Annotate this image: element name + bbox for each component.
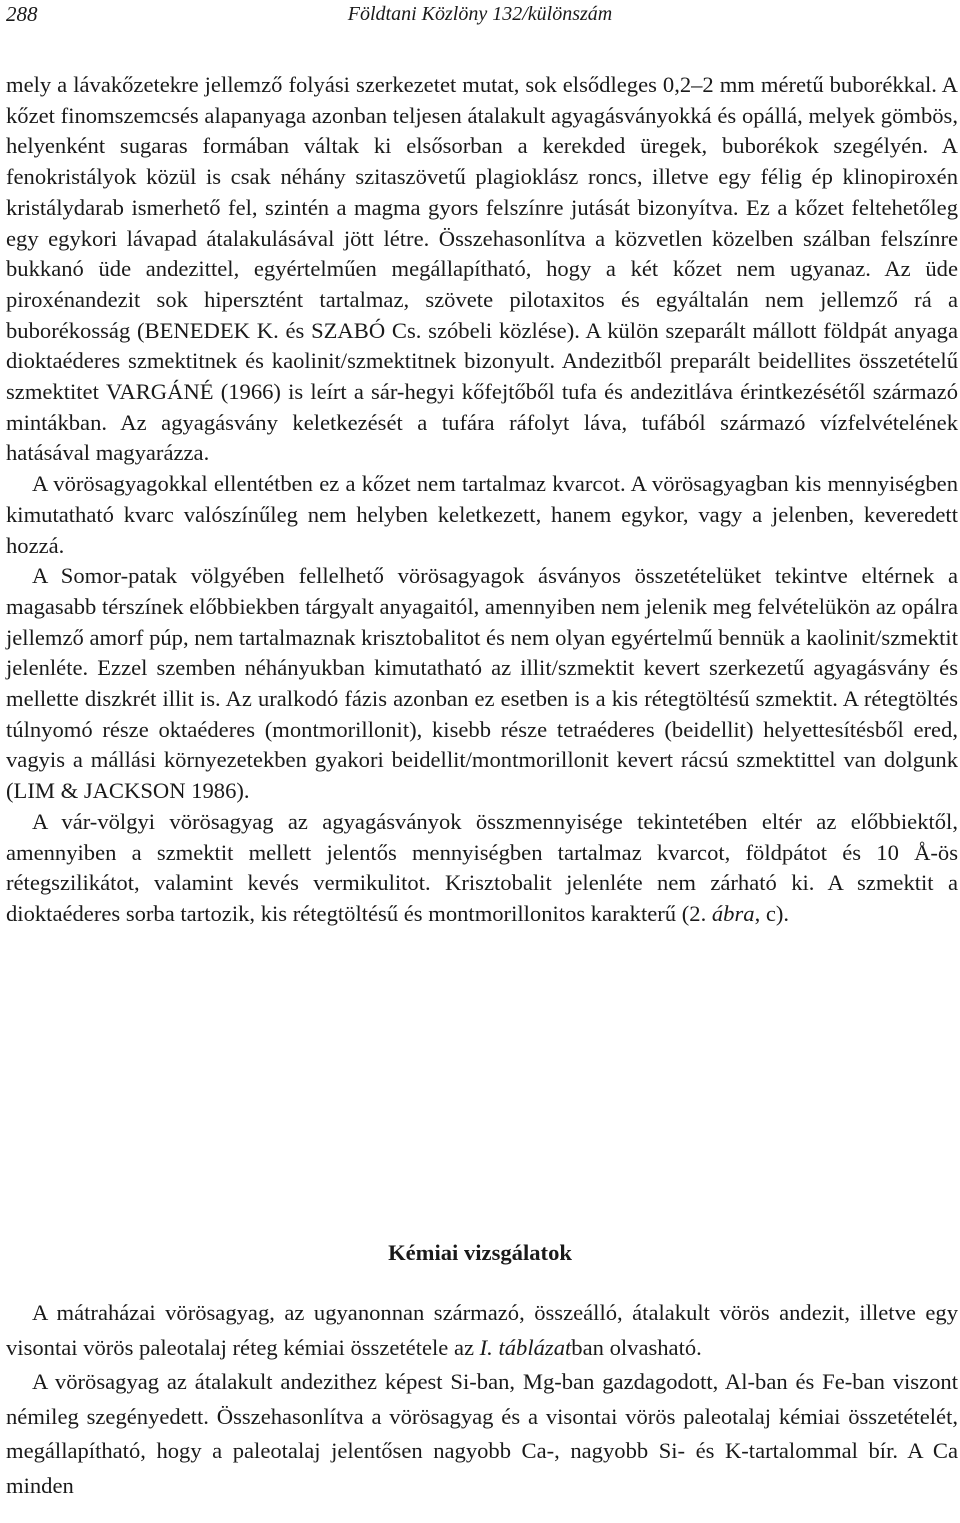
paragraph-2 <box>6 469 958 561</box>
paragraph-4 <box>6 807 958 930</box>
section-heading: Kémiai vizsgálatok <box>388 1240 572 1265</box>
text-run: A vörösagyag az átalakult andezithez képest Si-ban, Mg-ban gazdagodott, Al-ban és Fe-ban viszont némileg szegényedett. Összehasonlítva a vörösagyag és a visontai vörös paleotalaj kémiai összetételét, megállapítható, hogy a paleotalaj jelentősen nagyobb Ca-, nagyobb Si- és K-tartalommal bír. A Ca minden <box>6 1369 958 1498</box>
text-run: ban olvasható. <box>571 1334 702 1360</box>
text-run: Cs. szóbeli közlése). A külön szeparált mállott földpát anyaga dioktaéderes szmektitnek és kaolinit/szmektitnek bizonyult. Andezitből preparált beidellites összetételű szmektitet <box>6 317 958 405</box>
table-reference: I. táblázat <box>479 1334 572 1360</box>
author-name: VARGÁNÉ <box>106 379 214 405</box>
page-header <box>6 2 954 32</box>
text-run: A Somor-patak völgyében fellelhető vörösagyagok ásványos összetételüket tekintve eltérnek a magasabb térszínek előbbiekben tárgyalt anyagaitól, amennyiben nem jelenik meg felvételükön az opálra jellemző amorf púp, nem tartalmaznak krisztobalitot és nem olyan egyértelmű bennük a kaolinit/szmektit jelenléte. Ezzel szemben néhányukban kimutatható az illit/szmektit kevert szerkezetű agyagásvány és mellette diszkrét illit is. Az uralkodó fázis azonban ez esetben is a kis rétegtöltésű szmektit. A rétegtöltés túlnyomó része oktaéderes (montmorillonit), kisebb része tetraéderes (beidellit) helyettesítésből ered, vagyis a mállási környezetekben gyakori beidellit/montmorillonit kevert rácsú szmektittel van dolgunk ( <box>6 563 958 804</box>
author-name: JACKSON <box>83 778 186 804</box>
text-run: mely a lávakőzetekre jellemző folyási szerkezetet mutat, sok elsődleges 0,2–2 mm méretű buborékkal. A kőzet finomszemcsés alapanyaga azonban teljesen átalakult agyagásványokká és opállá, melyek gömbös, helyenként sugaras formában váltak ki elsősorban a kerekded üregek, buborékok szegélyén. A fenokristályok közül is csak néhány szitaszövetű plagioklász roncs, illetve egy félig ép klinopiroxén kristálydarab ismerhető fel, szintén a magma gyors felszínre jutását bizonyítva. Ez a kőzet feltehetőleg egy egykori lávapad átalakulásával jött létre. Összehasonlítva a közvetlen közelben szálban felszínre bukkanó üde andezittel, egyértelműen megállapítható, hogy a két kőzet nem ugyanaz. Az üde piroxénandezit sok hipersztént tartalmaz, szövete pilotaxitos és egyáltalán nem jellemző rá a buborékosság ( <box>6 72 958 343</box>
text-run: (1966) is leírt a sár-hegyi kőfejtőből tufa és andezitláva érintkezésétől származó mintákban. Az agyagásvány keletkezését a tufára ráfolyt láva, tufából származó vízfelvételének hatásával magyarázza. <box>6 379 958 466</box>
body-text-chemistry <box>6 1296 958 1504</box>
author-name: SZABÓ <box>311 317 386 343</box>
body-text <box>6 70 958 930</box>
paragraph-1 <box>6 70 958 469</box>
paragraph-6 <box>6 1365 958 1503</box>
author-name: LIM <box>13 778 55 804</box>
figure-reference: ábra <box>711 900 755 926</box>
page-number: 288 <box>6 2 38 26</box>
paragraph-5 <box>6 1296 958 1365</box>
text-run: K. és <box>249 317 312 343</box>
text-run: A vörösagyagokkal ellentétben ez a kőzet nem tartalmaz kvarcot. A vörösagyagban kis mennyiségben kimutatható kvarc valószínűleg nem helyben keletkezett, hanem egykor, vagy a jelenben, keveredett hozzá. <box>6 471 958 558</box>
journal-title: Földtani Közlöny 132/különszám <box>347 3 613 25</box>
author-name: BENEDEK <box>144 317 250 343</box>
text-run: A vár-völgyi vörösagyag az agyagásványok összmennyisége tekintetében eltér az előbbiektől, amennyiben a szmektit mellett jelentős mennyiségben tartalmaz kvarcot, földpátot és 10 Å-ös rétegszilikátot, valamint kevés vermikulitot. Krisztobalit jelenléte nem zárható ki. A szmektit a dioktaéderes sorba tartozik, kis rétegtöltésű és montmorillonitos karakterű (2. <box>6 808 958 926</box>
text-run: 1986). <box>185 778 250 804</box>
paragraph-3 <box>6 561 958 807</box>
text-run: A mátraházai vörösagyag, az ugyanonnan származó, összeálló, átalakult vörös andezit, illetve egy visontai vörös paleotalaj réteg kémiai összetétele az <box>6 1300 958 1360</box>
text-run: , c). <box>754 900 790 926</box>
text-run: & <box>54 778 84 804</box>
